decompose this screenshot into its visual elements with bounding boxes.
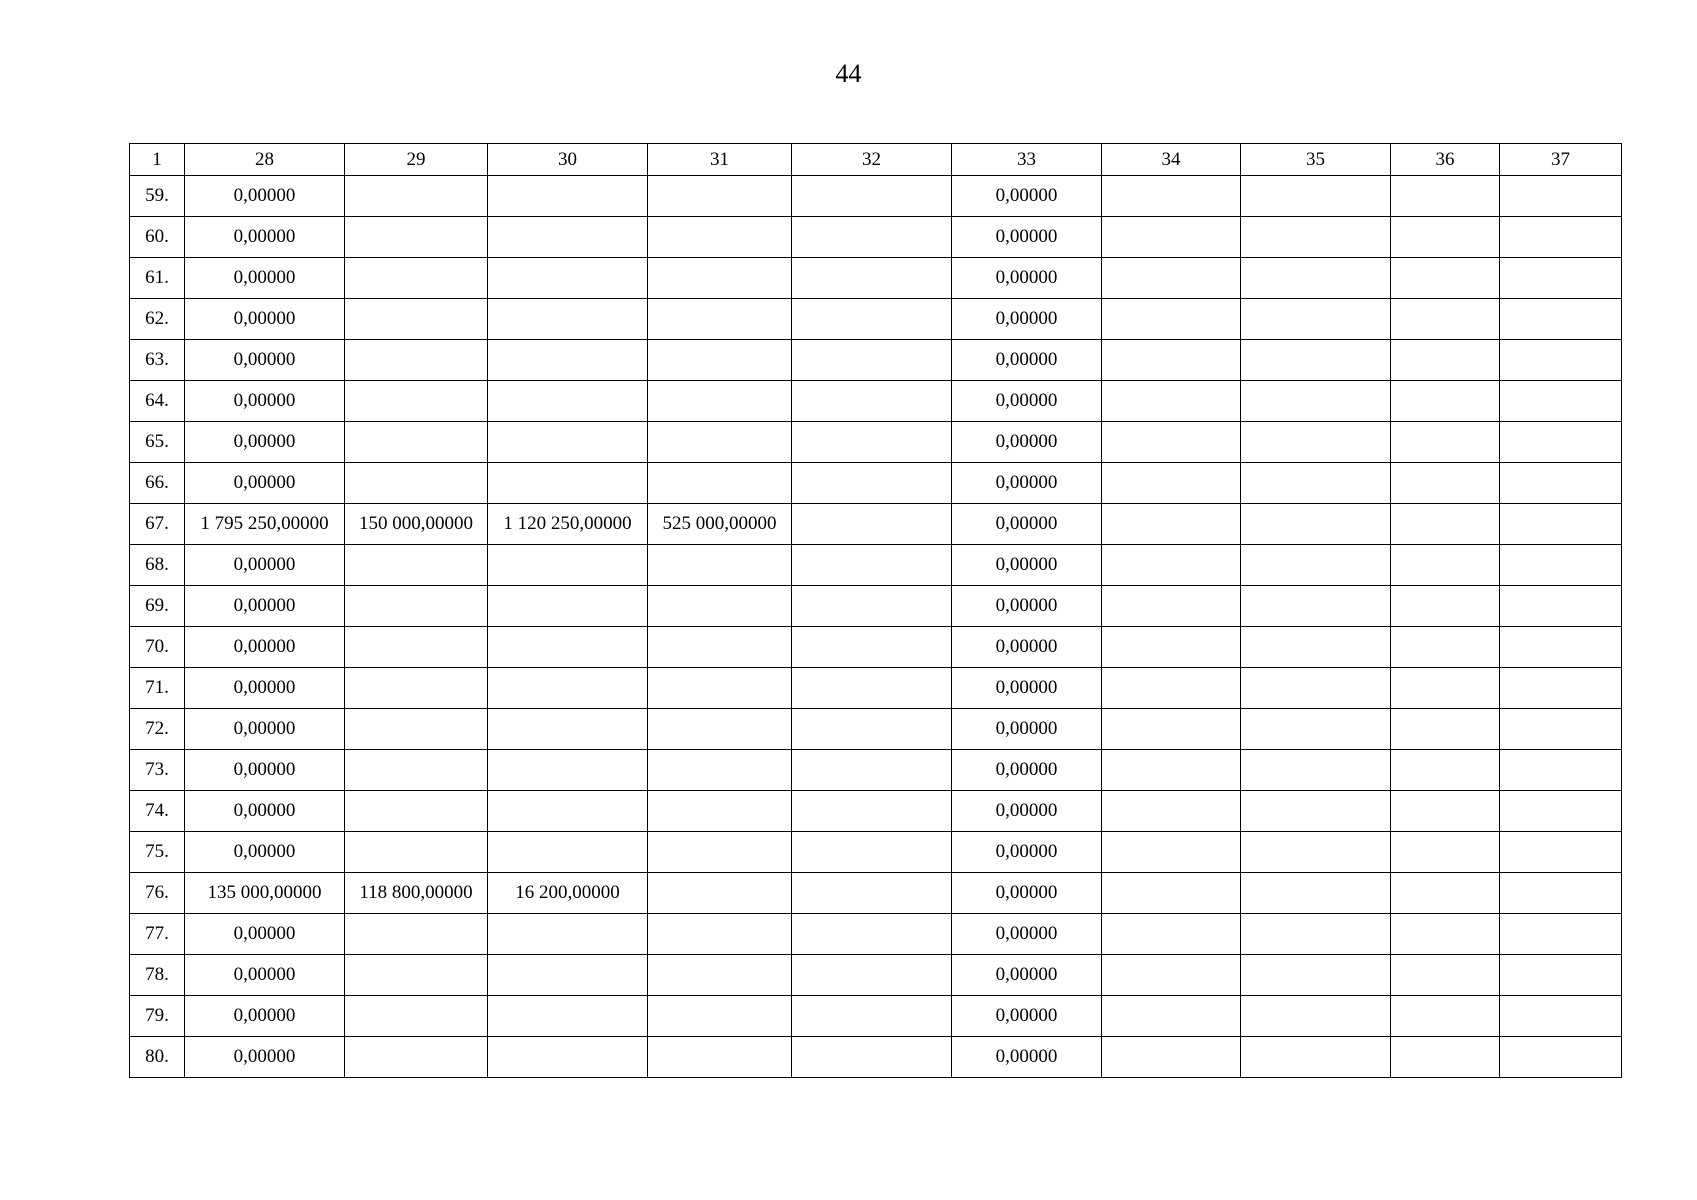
table-cell: 0,00000: [952, 832, 1102, 873]
table-cell: [345, 258, 488, 299]
table-cell: [1241, 750, 1391, 791]
table-cell: [792, 873, 952, 914]
row-number-cell: 76.: [130, 873, 185, 914]
table-header: [130, 144, 1622, 176]
table-cell: [345, 627, 488, 668]
column-header: 37: [1500, 144, 1622, 176]
table-row: [130, 1037, 1622, 1078]
table-cell: [648, 258, 792, 299]
table-cell: 0,00000: [185, 258, 345, 299]
table-cell: [1391, 1037, 1500, 1078]
table-cell: 0,00000: [185, 791, 345, 832]
table-cell: [792, 299, 952, 340]
table-cell: [1102, 750, 1241, 791]
table-cell: [1391, 873, 1500, 914]
table-cell: [1500, 1037, 1622, 1078]
row-number-cell: 60.: [130, 217, 185, 258]
table-cell: [1391, 996, 1500, 1037]
table-cell: [488, 791, 648, 832]
table-cell: 0,00000: [185, 996, 345, 1037]
table-cell: [1391, 176, 1500, 217]
table-cell: [1102, 1037, 1241, 1078]
table-cell: 0,00000: [185, 750, 345, 791]
table-cell: [1102, 299, 1241, 340]
table-cell: [488, 832, 648, 873]
column-header: 31: [648, 144, 792, 176]
table-cell: [792, 463, 952, 504]
column-header: 29: [345, 144, 488, 176]
table-cell: [1500, 914, 1622, 955]
table-cell: [1391, 463, 1500, 504]
table-row: [130, 627, 1622, 668]
table-cell: 0,00000: [185, 176, 345, 217]
table-cell: 0,00000: [952, 258, 1102, 299]
table-cell: [1500, 668, 1622, 709]
table-cell: [1391, 217, 1500, 258]
row-number-cell: 71.: [130, 668, 185, 709]
table-row: [130, 422, 1622, 463]
table-cell: [1500, 996, 1622, 1037]
table-cell: [345, 750, 488, 791]
table-row: [130, 955, 1622, 996]
table-cell: 0,00000: [952, 504, 1102, 545]
column-header: 35: [1241, 144, 1391, 176]
table-cell: [1102, 258, 1241, 299]
table-cell: [488, 955, 648, 996]
table-cell: [648, 381, 792, 422]
table-cell: [792, 750, 952, 791]
table-cell: [1500, 873, 1622, 914]
table-cell: 0,00000: [952, 217, 1102, 258]
table-cell: [345, 217, 488, 258]
table-cell: [1102, 996, 1241, 1037]
table-cell: [488, 627, 648, 668]
table-cell: [648, 832, 792, 873]
table-cell: [1391, 422, 1500, 463]
table-cell: [1241, 791, 1391, 832]
table-cell: [792, 545, 952, 586]
table-cell: [488, 340, 648, 381]
table-cell: [488, 422, 648, 463]
table-row: [130, 217, 1622, 258]
table-cell: 0,00000: [952, 422, 1102, 463]
table-cell: [792, 504, 952, 545]
row-number-cell: 74.: [130, 791, 185, 832]
table-cell: [1391, 258, 1500, 299]
table-cell: 0,00000: [952, 914, 1102, 955]
table-cell: [488, 750, 648, 791]
table-cell: [1391, 791, 1500, 832]
table-cell: [1241, 996, 1391, 1037]
table-cell: [1500, 545, 1622, 586]
table-cell: [1500, 750, 1622, 791]
table-cell: [792, 996, 952, 1037]
table-cell: 0,00000: [952, 750, 1102, 791]
table-cell: 0,00000: [185, 381, 345, 422]
table-cell: 0,00000: [185, 709, 345, 750]
table-cell: 0,00000: [185, 955, 345, 996]
table-cell: [488, 545, 648, 586]
table-cell: [792, 627, 952, 668]
table-cell: [1500, 381, 1622, 422]
table-row: [130, 873, 1622, 914]
row-number-cell: 69.: [130, 586, 185, 627]
table-row: [130, 258, 1622, 299]
table-cell: [345, 668, 488, 709]
table-cell: [488, 258, 648, 299]
table-cell: [488, 217, 648, 258]
table-row: [130, 914, 1622, 955]
table-cell: [1500, 340, 1622, 381]
data-table: [129, 143, 1622, 1078]
table-cell: [488, 996, 648, 1037]
table-cell: [792, 1037, 952, 1078]
table-cell: [345, 463, 488, 504]
table-cell: [1241, 627, 1391, 668]
table-cell: [1500, 299, 1622, 340]
table-cell: [488, 586, 648, 627]
table-cell: [1391, 504, 1500, 545]
table-cell: [1241, 258, 1391, 299]
table-cell: [488, 381, 648, 422]
table-row: [130, 709, 1622, 750]
table-cell: [345, 381, 488, 422]
table-cell: [648, 627, 792, 668]
table-cell: 0,00000: [952, 381, 1102, 422]
table-row: [130, 668, 1622, 709]
table-cell: 1 120 250,00000: [488, 504, 648, 545]
table-row: [130, 463, 1622, 504]
table-cell: [792, 668, 952, 709]
table-cell: [1241, 586, 1391, 627]
row-number-cell: 80.: [130, 1037, 185, 1078]
table-cell: [345, 709, 488, 750]
table-cell: [488, 1037, 648, 1078]
row-number-cell: 72.: [130, 709, 185, 750]
table-cell: [648, 709, 792, 750]
table-cell: [792, 832, 952, 873]
table-cell: 0,00000: [952, 996, 1102, 1037]
table-cell: [792, 955, 952, 996]
table-cell: [345, 1037, 488, 1078]
table-cell: [648, 463, 792, 504]
table-cell: 0,00000: [185, 627, 345, 668]
table-cell: [792, 176, 952, 217]
table-row: [130, 586, 1622, 627]
table-cell: [792, 709, 952, 750]
table-cell: [1241, 217, 1391, 258]
table-cell: [1241, 873, 1391, 914]
table-cell: [648, 996, 792, 1037]
table-cell: [1241, 176, 1391, 217]
table-cell: 1 795 250,00000: [185, 504, 345, 545]
table-cell: [648, 176, 792, 217]
table-cell: [1500, 176, 1622, 217]
table-cell: [1241, 504, 1391, 545]
row-number-cell: 66.: [130, 463, 185, 504]
table-cell: [1391, 668, 1500, 709]
table-cell: [648, 1037, 792, 1078]
table-cell: [1241, 381, 1391, 422]
row-number-cell: 63.: [130, 340, 185, 381]
table-cell: [1102, 914, 1241, 955]
table-row: [130, 176, 1622, 217]
row-number-cell: 61.: [130, 258, 185, 299]
table-cell: [1102, 463, 1241, 504]
table-cell: [1391, 832, 1500, 873]
table-cell: [488, 299, 648, 340]
table-cell: 118 800,00000: [345, 873, 488, 914]
table-cell: 135 000,00000: [185, 873, 345, 914]
row-number-cell: 75.: [130, 832, 185, 873]
column-header: 28: [185, 144, 345, 176]
table-cell: [648, 217, 792, 258]
page-number: 44: [835, 59, 862, 88]
table-cell: [345, 832, 488, 873]
table-cell: [1241, 832, 1391, 873]
table-cell: [1500, 709, 1622, 750]
table-cell: [792, 217, 952, 258]
table-cell: [1500, 832, 1622, 873]
table-row: [130, 299, 1622, 340]
table-cell: [1102, 504, 1241, 545]
table-cell: [345, 586, 488, 627]
table-cell: [1500, 955, 1622, 996]
table-cell: 0,00000: [185, 914, 345, 955]
row-number-cell: 78.: [130, 955, 185, 996]
header-row: [130, 144, 1622, 176]
row-number-cell: 79.: [130, 996, 185, 1037]
table-cell: [1500, 258, 1622, 299]
table-cell: [792, 422, 952, 463]
table-cell: [488, 176, 648, 217]
table-cell: [1391, 709, 1500, 750]
table-cell: [1391, 914, 1500, 955]
table-cell: 0,00000: [185, 586, 345, 627]
table-row: [130, 545, 1622, 586]
table-cell: [345, 340, 488, 381]
table-cell: 0,00000: [952, 340, 1102, 381]
table-row: [130, 381, 1622, 422]
row-number-cell: 65.: [130, 422, 185, 463]
table-cell: 0,00000: [952, 791, 1102, 832]
column-header: 34: [1102, 144, 1241, 176]
table-cell: [792, 791, 952, 832]
table-cell: [1102, 422, 1241, 463]
table-cell: [1102, 873, 1241, 914]
table-cell: 0,00000: [185, 217, 345, 258]
table-cell: [648, 955, 792, 996]
table-cell: 0,00000: [185, 832, 345, 873]
table-cell: [648, 340, 792, 381]
table-cell: [1102, 627, 1241, 668]
table-cell: [1391, 750, 1500, 791]
table-cell: 0,00000: [185, 299, 345, 340]
table-cell: [648, 791, 792, 832]
column-header: 30: [488, 144, 648, 176]
table-cell: [1102, 586, 1241, 627]
table-cell: [1241, 1037, 1391, 1078]
table-row: [130, 832, 1622, 873]
table-cell: [1500, 791, 1622, 832]
table-row: [130, 340, 1622, 381]
row-number-cell: 77.: [130, 914, 185, 955]
table-cell: [648, 873, 792, 914]
table-cell: [1391, 340, 1500, 381]
table-cell: [1102, 791, 1241, 832]
table-cell: [1102, 832, 1241, 873]
table-cell: [488, 463, 648, 504]
row-number-cell: 62.: [130, 299, 185, 340]
table-cell: [1102, 668, 1241, 709]
table-cell: [345, 996, 488, 1037]
table-cell: [1241, 422, 1391, 463]
table-cell: [1102, 955, 1241, 996]
table-cell: [792, 914, 952, 955]
table-cell: [1391, 586, 1500, 627]
table-cell: [792, 381, 952, 422]
table-cell: [1500, 463, 1622, 504]
table-cell: [1102, 340, 1241, 381]
column-header: 32: [792, 144, 952, 176]
table-cell: [792, 586, 952, 627]
table-cell: [648, 750, 792, 791]
table-cell: [345, 422, 488, 463]
table-cell: 525 000,00000: [648, 504, 792, 545]
table-row: [130, 791, 1622, 832]
table-cell: [792, 258, 952, 299]
table-cell: [345, 299, 488, 340]
table-cell: [1102, 381, 1241, 422]
table-cell: [1391, 545, 1500, 586]
table-cell: [488, 709, 648, 750]
table-cell: 0,00000: [952, 955, 1102, 996]
table-cell: 0,00000: [185, 1037, 345, 1078]
table-cell: [1241, 299, 1391, 340]
table-cell: 0,00000: [185, 668, 345, 709]
table-cell: 0,00000: [185, 422, 345, 463]
row-number-cell: 64.: [130, 381, 185, 422]
table-cell: 0,00000: [952, 709, 1102, 750]
table-cell: [1241, 709, 1391, 750]
table-cell: 16 200,00000: [488, 873, 648, 914]
table-cell: [1500, 627, 1622, 668]
table-cell: [648, 914, 792, 955]
table-cell: [1102, 709, 1241, 750]
table-cell: [1391, 955, 1500, 996]
table-cell: [488, 914, 648, 955]
table-cell: [345, 545, 488, 586]
table-cell: [1391, 381, 1500, 422]
table-cell: [1241, 668, 1391, 709]
table-cell: 0,00000: [952, 545, 1102, 586]
table-cell: [648, 668, 792, 709]
table-cell: [1500, 504, 1622, 545]
row-number-cell: 59.: [130, 176, 185, 217]
table-cell: [1241, 955, 1391, 996]
table-cell: 0,00000: [952, 668, 1102, 709]
row-number-cell: 68.: [130, 545, 185, 586]
column-header: 36: [1391, 144, 1500, 176]
table-cell: 0,00000: [952, 873, 1102, 914]
table-cell: 0,00000: [185, 340, 345, 381]
table-cell: [488, 668, 648, 709]
table-cell: [345, 955, 488, 996]
table-cell: [648, 586, 792, 627]
table-cell: 0,00000: [185, 545, 345, 586]
table-cell: 0,00000: [952, 627, 1102, 668]
table-cell: [648, 545, 792, 586]
table-cell: [1102, 176, 1241, 217]
column-header: 1: [130, 144, 185, 176]
row-number-cell: 73.: [130, 750, 185, 791]
table-cell: [1241, 463, 1391, 504]
table-row: [130, 504, 1622, 545]
table-cell: 0,00000: [952, 586, 1102, 627]
table-cell: 0,00000: [952, 299, 1102, 340]
table-cell: 0,00000: [952, 176, 1102, 217]
table-cell: [345, 791, 488, 832]
table-cell: [1102, 545, 1241, 586]
table-cell: [1241, 545, 1391, 586]
table-cell: [1241, 340, 1391, 381]
table-cell: [1500, 422, 1622, 463]
row-number-cell: 70.: [130, 627, 185, 668]
column-header: 33: [952, 144, 1102, 176]
table-row: [130, 996, 1622, 1037]
table-cell: [1241, 914, 1391, 955]
table-cell: [1391, 627, 1500, 668]
table-cell: 0,00000: [952, 1037, 1102, 1078]
table-cell: [648, 299, 792, 340]
table-cell: [345, 176, 488, 217]
table-cell: [345, 914, 488, 955]
table-cell: 0,00000: [952, 463, 1102, 504]
table-cell: [1500, 217, 1622, 258]
table-body: [130, 176, 1622, 1078]
table-cell: [1391, 299, 1500, 340]
table-cell: [1102, 217, 1241, 258]
table-cell: 0,00000: [185, 463, 345, 504]
table-cell: 150 000,00000: [345, 504, 488, 545]
table-cell: [648, 422, 792, 463]
row-number-cell: 67.: [130, 504, 185, 545]
table-cell: [792, 340, 952, 381]
table-row: [130, 750, 1622, 791]
table-cell: [1500, 586, 1622, 627]
